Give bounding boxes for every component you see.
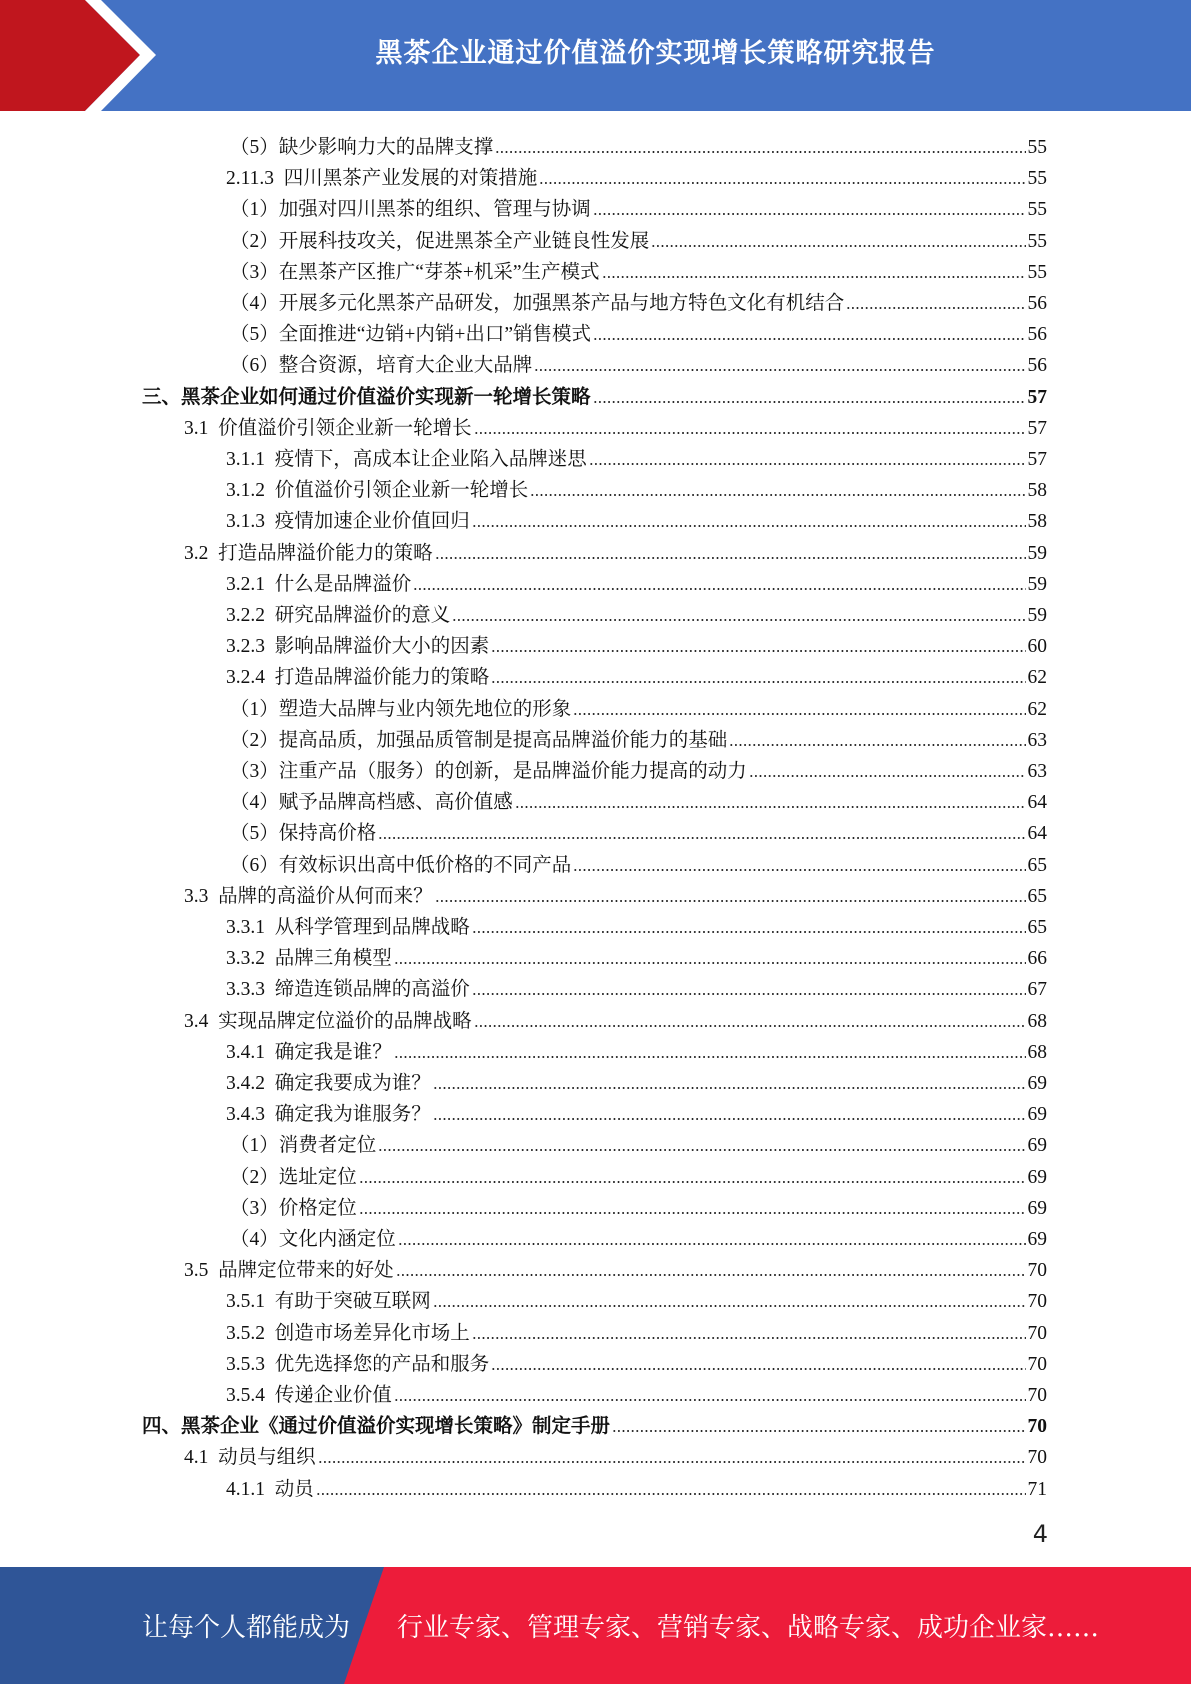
toc-dot-leader: [589, 462, 1026, 466]
toc-entry-page: 55: [1027, 137, 1047, 158]
toc-entry[interactable]: [226, 939, 1047, 970]
toc-entry[interactable]: [226, 658, 1047, 689]
footer-slogan-left: 让每个人都能成为: [142, 1613, 351, 1643]
toc-entry[interactable]: [184, 534, 1047, 565]
toc-entry[interactable]: [226, 1064, 1047, 1095]
toc-entry[interactable]: [184, 1251, 1047, 1282]
toc-entry[interactable]: [226, 471, 1047, 502]
toc-entry-page: 55: [1027, 261, 1047, 283]
footer-banner: [0, 1567, 1191, 1684]
toc-dot-leader: [318, 1460, 1026, 1464]
toc-entry-label: 3.2 打造品牌溢价能力的策略: [184, 542, 433, 564]
toc-entry-page: 56: [1027, 324, 1047, 346]
toc-dot-leader: [593, 400, 1026, 404]
toc-entry-page: 70: [1027, 1353, 1047, 1375]
toc-entry[interactable]: [226, 1470, 1047, 1501]
toc-entry-label: 3.2.4 打造品牌溢价能力的策略: [226, 667, 490, 689]
toc-dot-leader: [602, 275, 1026, 279]
toc-dot-leader: [491, 680, 1025, 684]
toc-entry-page: 57: [1027, 449, 1047, 470]
toc-entry[interactable]: [226, 596, 1047, 627]
toc-entry[interactable]: [230, 1126, 1047, 1157]
toc-entry-label: 3.5 品牌定位带来的好处: [184, 1260, 394, 1282]
toc-entry-page: 70: [1027, 1447, 1047, 1469]
toc-entry-label: 3.5.2 创造市场差异化市场上: [226, 1322, 470, 1344]
toc-entry-page: 69: [1027, 1229, 1047, 1250]
toc-entry-page: 69: [1027, 1166, 1047, 1188]
logo-red-chevron: [0, 0, 140, 111]
toc-dot-leader: [573, 868, 1025, 872]
toc-entry[interactable]: [226, 1314, 1047, 1345]
toc-dot-leader: [729, 743, 1025, 747]
toc-entry-page: 58: [1027, 511, 1047, 533]
toc-entry-label: 3.2.1 什么是品牌溢价: [226, 573, 412, 595]
toc-dot-leader: [472, 1336, 1026, 1340]
toc-entry[interactable]: [230, 1189, 1047, 1220]
toc-entry[interactable]: [226, 159, 1047, 190]
toc-entry-page: 70: [1027, 1385, 1047, 1406]
toc-entry[interactable]: [230, 222, 1047, 253]
toc-entry[interactable]: [226, 1282, 1047, 1313]
toc-entry-page: 63: [1027, 729, 1047, 751]
toc-entry[interactable]: [230, 128, 1047, 159]
toc-entry-page: 67: [1027, 979, 1047, 1001]
toc-entry[interactable]: [226, 440, 1047, 471]
document-title: 黑茶企业通过价值溢价实现增长策略研究报告: [375, 37, 936, 69]
toc-entry-page: 57: [1027, 417, 1047, 439]
toc-entry-page: 63: [1027, 761, 1047, 782]
toc-entry-page: 56: [1027, 355, 1047, 377]
toc-entry-label: 3.1.2 价值溢价引领企业新一轮增长: [226, 480, 529, 502]
toc-entry[interactable]: [184, 409, 1047, 440]
toc-dot-leader: [394, 961, 1026, 965]
toc-entry[interactable]: [230, 846, 1047, 877]
toc-entry-page: 69: [1027, 1135, 1047, 1157]
toc-entry-page: 65: [1027, 885, 1047, 907]
toc-dot-leader: [433, 1086, 1026, 1090]
toc-entry-label: （1）加强对四川黑茶的组织、管理与协调: [230, 199, 591, 221]
toc-entry-label: 3.4 实现品牌定位溢价的品牌战略: [184, 1010, 472, 1032]
toc-dot-leader: [491, 1367, 1025, 1371]
toc-entry-label: （3）注重产品（服务）的创新，是品牌溢价能力提高的动力: [230, 761, 747, 782]
toc-entry[interactable]: [226, 1095, 1047, 1126]
toc-entry-label: （4）开展多元化黑茶产品研发，加强黑茶产品与地方特色文化有机结合: [230, 293, 845, 314]
toc-entry-page: 59: [1027, 542, 1047, 564]
toc-entry-label: （3）在黑茶产区推广“芽茶+机采”生产模式: [230, 261, 600, 283]
toc-dot-leader: [593, 212, 1026, 216]
toc-entry-page: 70: [1027, 1416, 1047, 1438]
toc-dot-leader: [394, 1398, 1026, 1402]
toc-entry-label: （5）全面推进“边销+内销+出口”销售模式: [230, 324, 592, 346]
toc-entry[interactable]: [230, 690, 1047, 721]
toc-entry-page: 68: [1027, 1010, 1047, 1032]
toc-dot-leader: [612, 1429, 1025, 1433]
toc-entry-label: （2）开展科技攻关，促进黑茶全产业链良性发展: [230, 230, 650, 252]
toc-dot-leader: [491, 649, 1025, 653]
toc-entry-label: 2.11.3 四川黑茶产业发展的对策措施: [226, 168, 538, 190]
toc-entry-label: 3.1.1 疫情下，高成本让企业陷入品牌迷思: [226, 449, 587, 470]
toc-entry-label: 3.2.2 研究品牌溢价的意义: [226, 605, 451, 626]
toc-entry-label: 4.1.1 动员: [226, 1478, 314, 1500]
toc-entry-page: 55: [1027, 168, 1047, 190]
toc-entry[interactable]: [230, 783, 1047, 814]
toc-entry-label: （4）赋予品牌高档感、高价值感: [230, 792, 513, 814]
toc-entry-label: 3.4.1 确定我是谁？: [226, 1041, 392, 1063]
toc-entry-page: 58: [1027, 480, 1047, 502]
toc-dot-leader: [539, 181, 1025, 185]
toc-dot-leader: [474, 431, 1026, 435]
toc-entry[interactable]: [226, 908, 1047, 939]
toc-entry-label: （1）塑造大品牌与业内领先地位的形象: [230, 698, 572, 720]
toc-entry-page: 71: [1027, 1478, 1047, 1500]
toc-entry-page: 65: [1027, 917, 1047, 938]
toc-entry-page: 57: [1027, 386, 1047, 408]
toc-dot-leader: [378, 1148, 1025, 1152]
toc-entry[interactable]: [230, 1158, 1047, 1189]
toc-entry[interactable]: [226, 1345, 1047, 1376]
toc-entry-page: 55: [1027, 199, 1047, 221]
toc-dot-leader: [472, 930, 1026, 934]
toc-entry[interactable]: [230, 284, 1047, 315]
toc-entry-label: 3.2.3 影响品牌溢价大小的因素: [226, 636, 490, 658]
toc-entry[interactable]: [230, 315, 1047, 346]
toc-entry-label: 3.5.1 有助于突破互联网: [226, 1291, 431, 1313]
toc-entry-label: 3.4.2 确定我要成为谁？: [226, 1073, 431, 1094]
toc-entry[interactable]: [184, 1002, 1047, 1033]
toc-entry-label: 3.4.3 确定我为谁服务？: [226, 1104, 431, 1126]
toc-entry-label: 四、黑茶企业《通过价值溢价实现增长策略》制定手册: [142, 1416, 611, 1438]
toc-entry-label: 3.5.3 优先选择您的产品和服务: [226, 1353, 490, 1375]
toc-entry-label: （3）价格定位: [230, 1197, 357, 1219]
toc-dot-leader: [435, 899, 1026, 903]
toc-entry-label: 3.1.3 疫情加速企业价值回归: [226, 511, 470, 533]
toc-entry-label: 3.3.2 品牌三角模型: [226, 948, 392, 970]
toc-dot-leader: [495, 150, 1025, 154]
toc-entry[interactable]: [230, 814, 1047, 845]
toc-entry[interactable]: [184, 877, 1047, 908]
toc-entry[interactable]: [226, 627, 1047, 658]
toc-dot-leader: [394, 1055, 1026, 1059]
toc-dot-leader: [472, 524, 1026, 528]
toc-entry[interactable]: [226, 1376, 1047, 1407]
toc-dot-leader: [530, 493, 1025, 497]
toc-entry-page: 65: [1027, 854, 1047, 876]
page-number: 4: [1032, 1520, 1048, 1548]
toc-entry-page: 70: [1027, 1322, 1047, 1344]
toc-entry-label: （6）有效标识出高中低价格的不同产品: [230, 854, 572, 876]
toc-dot-leader: [433, 1117, 1026, 1121]
toc-entry-page: 55: [1027, 230, 1047, 252]
toc-entry-label: （6）整合资源，培育大企业大品牌: [230, 355, 533, 377]
red-arrow-logo: [0, 0, 160, 111]
toc-dot-leader: [651, 244, 1025, 248]
toc-dot-leader: [396, 1273, 1026, 1277]
toc-entry-page: 62: [1027, 667, 1047, 689]
toc-dot-leader: [433, 1304, 1026, 1308]
toc-entry-label: 3.1 价值溢价引领企业新一轮增长: [184, 417, 472, 439]
toc-entry-page: 69: [1027, 1104, 1047, 1126]
toc-entry-label: 4.1 动员与组织: [184, 1447, 316, 1469]
toc-dot-leader: [515, 805, 1026, 809]
toc-entry[interactable]: [226, 502, 1047, 533]
toc-dot-leader: [316, 1492, 1026, 1496]
toc-entry-page: 66: [1027, 948, 1047, 970]
toc-entry[interactable]: [226, 565, 1047, 596]
toc-entry[interactable]: [226, 1033, 1047, 1064]
toc-entry-page: 69: [1027, 1197, 1047, 1219]
toc-dot-leader: [452, 618, 1025, 622]
toc-entry-label: （5）缺少影响力大的品牌支撑: [230, 137, 494, 158]
toc-dot-leader: [534, 368, 1025, 372]
toc-entry[interactable]: [230, 346, 1047, 377]
toc-entry-label: （2）选址定位: [230, 1166, 357, 1188]
toc-entry-label: （1）消费者定位: [230, 1135, 377, 1157]
toc-entry-page: 60: [1027, 636, 1047, 658]
toc-entry-label: （4）文化内涵定位: [230, 1229, 396, 1250]
toc-entry-page: 62: [1027, 698, 1047, 720]
toc-entry-label: （2）提高品质，加强品质管制是提高品牌溢价能力的基础: [230, 729, 728, 751]
toc-dot-leader: [472, 992, 1026, 996]
toc-entry-page: 64: [1027, 792, 1047, 814]
toc-dot-leader: [359, 1180, 1026, 1184]
toc-entry-label: 三、黑茶企业如何通过价值溢价实现新一轮增长策略: [142, 386, 591, 408]
toc-entry-page: 56: [1027, 293, 1047, 314]
toc-dot-leader: [435, 556, 1026, 560]
toc-entry[interactable]: [230, 752, 1047, 783]
toc-entry[interactable]: [230, 190, 1047, 221]
toc-entry-page: 64: [1027, 823, 1047, 845]
toc-dot-leader: [413, 587, 1025, 591]
toc-entry-label: （5）保持高价格: [230, 823, 377, 845]
header-banner: [0, 0, 1191, 111]
toc-dot-leader: [846, 306, 1025, 310]
toc-entry[interactable]: [230, 253, 1047, 284]
toc-dot-leader: [749, 774, 1026, 778]
toc-entry-page: 70: [1027, 1291, 1047, 1313]
toc-entry[interactable]: [184, 1438, 1047, 1469]
toc-entry-label: 3.3.3 缔造连锁品牌的高溢价: [226, 979, 470, 1001]
toc-dot-leader: [359, 1211, 1026, 1215]
toc-entry-page: 69: [1027, 1073, 1047, 1094]
toc-entry-label: 3.3.1 从科学管理到品牌战略: [226, 917, 470, 938]
toc-dot-leader: [398, 1242, 1026, 1246]
toc-entry[interactable]: [142, 1407, 1047, 1438]
toc-entry[interactable]: [226, 970, 1047, 1001]
toc-entry-label: 3.3 品牌的高溢价从何而来？: [184, 885, 433, 907]
toc-dot-leader: [593, 337, 1025, 341]
toc-dot-leader: [573, 712, 1025, 716]
toc-entry-page: 68: [1027, 1041, 1047, 1063]
toc-entry-label: 3.5.4 传递企业价值: [226, 1385, 392, 1406]
toc-entry[interactable]: [142, 378, 1047, 409]
toc-entry-page: 70: [1027, 1260, 1047, 1282]
footer-slogan-right: 行业专家、管理专家、营销专家、战略专家、成功企业家……: [397, 1613, 1100, 1643]
toc-entry[interactable]: [230, 721, 1047, 752]
toc-dot-leader: [378, 836, 1025, 840]
toc-entry-page: 59: [1027, 573, 1047, 595]
toc-dot-leader: [474, 1024, 1026, 1028]
toc-entry-page: 59: [1027, 605, 1047, 626]
toc-entry[interactable]: [230, 1220, 1047, 1251]
